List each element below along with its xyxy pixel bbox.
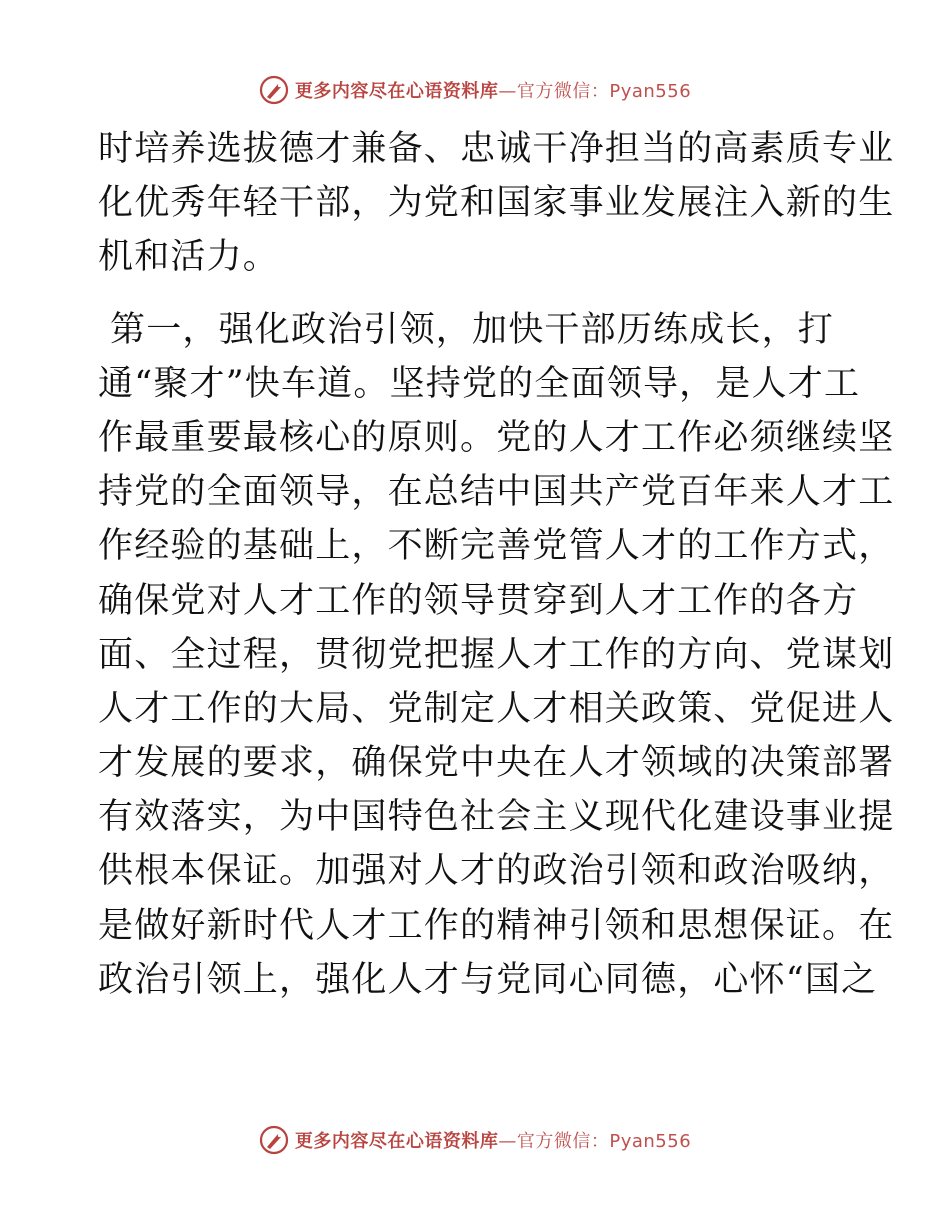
text-line: 确保党对人才工作的领导贯穿到人才工作的各方	[98, 580, 859, 621]
text-line: 作最重要最核心的原则。党的人才工作必须继续坚	[98, 417, 895, 458]
text-line: 持党的全面领导，在总结中国共产党百年来人才工	[98, 472, 895, 513]
text-line: 供根本保证。加强对人才的政治引领和政治吸纳，	[98, 851, 895, 892]
text-line: 作经验的基础上，不断完善党管人才的工作方式，	[98, 526, 895, 567]
text-line: 有效落实，为中国特色社会主义现代化建设事业提	[98, 797, 895, 838]
paragraph-2	[98, 303, 895, 1007]
text-line: 面、全过程，贯彻党把握人才工作的方向、党谋划	[98, 634, 895, 675]
header-banner-contact: 官方微信：Pyan556	[516, 81, 692, 102]
pen-nib-logo-icon	[259, 1125, 289, 1155]
header-banner-separator: —	[498, 81, 517, 102]
footer-banner-contact: 官方微信：Pyan556	[516, 1131, 692, 1152]
footer-banner-text	[295, 1127, 691, 1153]
footer-banner-separator: —	[498, 1131, 517, 1152]
header-banner-title: 更多内容尽在心语资料库	[294, 81, 499, 102]
header-banner	[0, 70, 950, 110]
text-line: 通“聚才”快车道。坚持党的全面领导，是人才工	[98, 363, 861, 404]
header-banner-text	[295, 77, 691, 103]
text-line: 政治引领上，强化人才与党同心同德，心怀“国之	[98, 959, 878, 1000]
text-line: 才发展的要求，确保党中央在人才领域的决策部署	[98, 743, 895, 784]
text-line: 化优秀年轻干部，为党和国家事业发展注入新的生	[98, 183, 895, 224]
pen-nib-logo-icon	[259, 75, 289, 105]
footer-banner-title: 更多内容尽在心语资料库	[294, 1131, 499, 1152]
text-line: 机和活力。	[98, 237, 280, 278]
text-line: 第一，强化政治引领，加快干部历练成长，打	[110, 309, 835, 350]
paragraph-1	[98, 122, 895, 285]
document-body	[98, 122, 895, 1007]
text-line: 时培养选拔德才兼备、忠诚干净担当的高素质专业	[98, 129, 895, 169]
text-line: 人才工作的大局、党制定人才相关政策、党促进人	[98, 688, 895, 729]
text-line: 是做好新时代人才工作的精神引领和思想保证。在	[98, 905, 895, 946]
footer-banner	[0, 1120, 950, 1160]
